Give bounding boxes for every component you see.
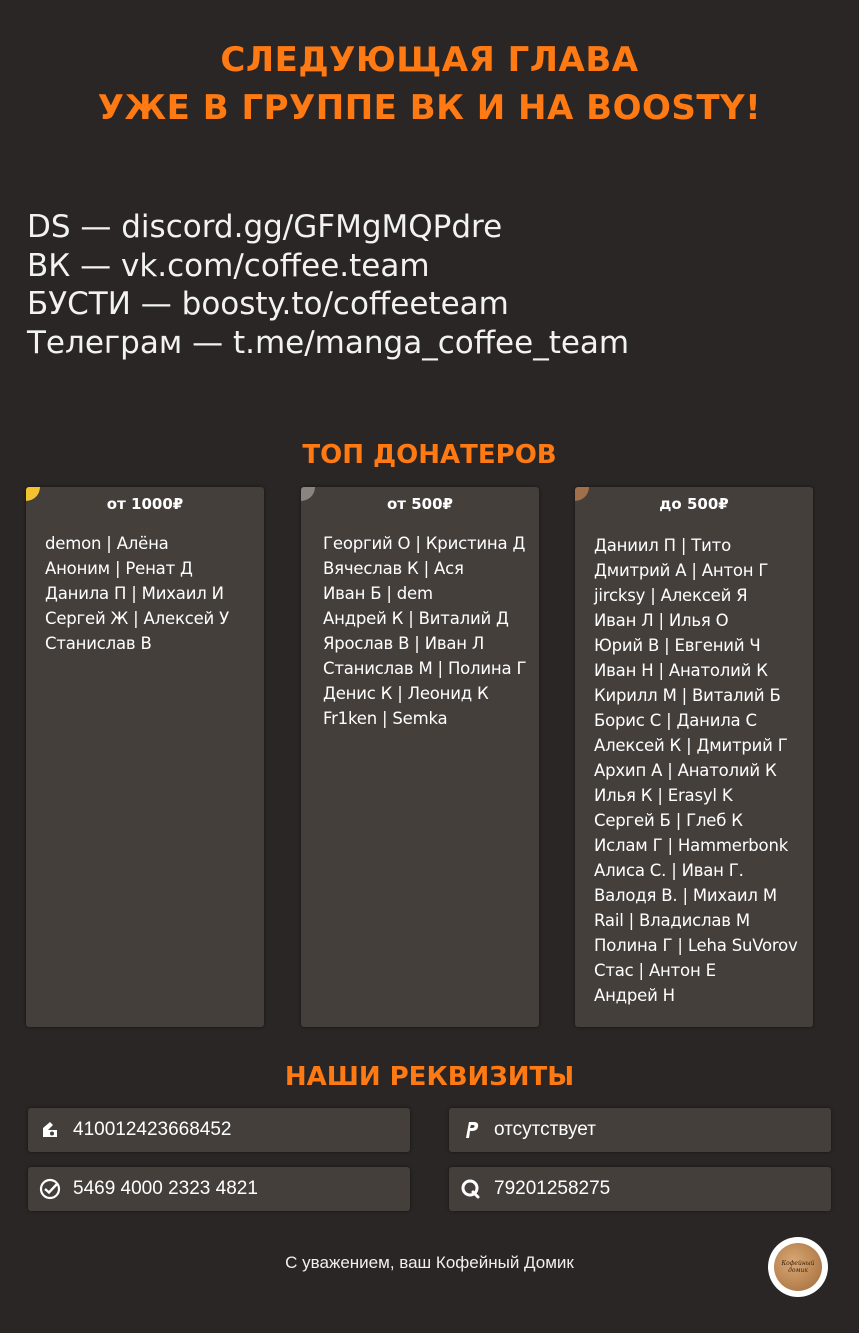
donor-name: Алиса С. | Иван Г.	[594, 861, 744, 880]
donor-name: Rail | Владислав М	[594, 911, 750, 930]
donor-name: Даниил П | Тито	[594, 536, 731, 555]
requisite-qiwi[interactable]	[449, 1167, 831, 1211]
requisites-title: НАШИ РЕКВИЗИТЫ	[284, 1062, 575, 1092]
vk-link[interactable]: ВК — vk.com/coffee.team	[27, 247, 430, 284]
donor-name: Иван Л | Илья О	[594, 611, 729, 630]
donor-name: Станислав М | Полина Г	[323, 659, 527, 678]
yoomoney-icon	[39, 1119, 61, 1141]
donor-name: Fr1ken | Semka	[323, 709, 448, 728]
donor-name: Валодя В. | Михаил М	[594, 886, 777, 905]
donor-name: demon | Алёна	[45, 534, 169, 553]
donor-name: Ярослав В | Иван Л	[323, 634, 485, 653]
requisite-value: 410012423668452	[73, 1119, 232, 1140]
donor-column-header: от 500₽	[387, 495, 453, 513]
donor-column-header: до 500₽	[659, 495, 729, 513]
donor-name: Илья К | Erasyl K	[594, 786, 733, 805]
requisite-paypal[interactable]	[449, 1108, 831, 1152]
donor-name: Андрей К | Виталий Д	[323, 609, 509, 628]
donor-name: Стас | Антон Е	[594, 961, 716, 980]
donor-list	[323, 531, 539, 731]
donor-column-under-500	[575, 487, 813, 1027]
donor-name: Данила П | Михаил И	[45, 584, 224, 603]
headline-line-2: УЖЕ В ГРУППЕ ВК И НА BOOSTY!	[97, 88, 762, 128]
donor-column-header: от 1000₽	[106, 495, 184, 513]
donor-name: Георгий О | Кристина Д	[323, 534, 526, 553]
qiwi-icon	[460, 1178, 482, 1200]
donor-name: jircksy | Алексей Я	[594, 586, 748, 605]
requisite-value: 5469 4000 2323 4821	[73, 1178, 258, 1199]
headline-line-1: СЛЕДУЮЩАЯ ГЛАВА	[220, 40, 639, 80]
requisite-sberbank[interactable]	[28, 1167, 410, 1211]
paypal-icon	[460, 1119, 482, 1141]
donor-name: Сергей Ж | Алексей У	[45, 609, 229, 628]
donor-list	[45, 531, 264, 656]
donor-name: Борис С | Данила С	[594, 711, 757, 730]
donor-column-1000	[26, 487, 264, 1027]
requisite-value: отсутствует	[494, 1119, 596, 1140]
boosty-link[interactable]: БУСТИ — boosty.to/coffeeteam	[27, 286, 509, 322]
donor-name: Архип А | Анатолий К	[594, 761, 777, 780]
footer-text: С уважением, ваш Кофейный Домик	[285, 1253, 574, 1272]
donor-name: Алексей К | Дмитрий Г	[594, 736, 788, 755]
donor-name: Вячеслав К | Ася	[323, 559, 464, 578]
donor-name: Полина Г | Leha SuVorov	[594, 936, 798, 955]
donor-name: Аноним | Ренат Д	[45, 559, 193, 578]
donor-name: Денис К | Леонид К	[323, 684, 489, 703]
telegram-link[interactable]: Телеграм — t.me/manga_coffee_team	[27, 324, 630, 361]
donor-list	[594, 533, 813, 1008]
donor-name: Ислам Г | Hammerbonk	[594, 836, 789, 855]
requisite-yoomoney[interactable]	[28, 1108, 410, 1152]
social-links	[27, 208, 629, 362]
donor-column-500	[301, 487, 539, 1027]
donor-name: Иван Н | Анатолий К	[594, 661, 768, 680]
donor-name: Сергей Б | Глеб К	[594, 811, 743, 830]
donor-name: Кирилл М | Виталий Б	[594, 686, 781, 705]
requisite-value: 79201258275	[494, 1178, 611, 1199]
donor-name: Дмитрий А | Антон Г	[594, 561, 769, 580]
coffee-house-logo	[768, 1237, 828, 1297]
sberbank-icon	[39, 1178, 61, 1200]
discord-link[interactable]: DS — discord.gg/GFMgMQPdre	[27, 209, 503, 245]
donor-name: Станислав В	[45, 634, 152, 653]
donors-title: ТОП ДОНАТЕРОВ	[302, 440, 557, 470]
donor-name: Андрей Н	[594, 986, 675, 1005]
donor-name: Юрий В | Евгений Ч	[594, 636, 761, 655]
donor-name: Иван Б | dem	[323, 584, 433, 603]
logo-badge: Кофейный домик	[774, 1243, 822, 1291]
